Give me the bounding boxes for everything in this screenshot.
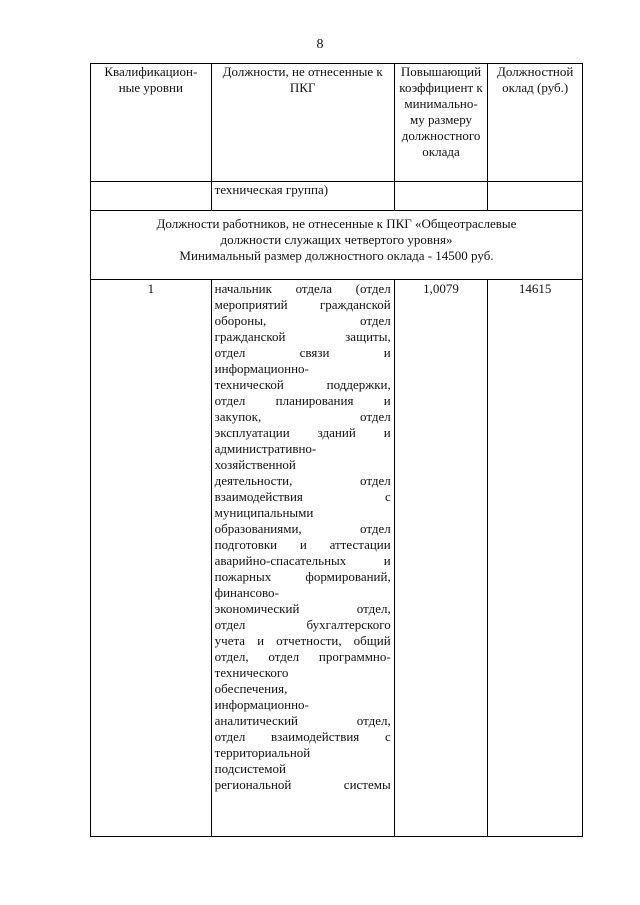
header-qualification-levels: Квалификацион-ные уровни <box>91 64 212 182</box>
position-line: учета и отчетности, общий <box>214 633 391 648</box>
section-line-3: Минимальный размер должностного оклада - 14500 руб. <box>179 248 494 263</box>
position-line: финансово- <box>214 585 279 600</box>
salary-table <box>90 63 583 837</box>
position-line: закупок, отдел <box>214 409 391 424</box>
position-line: территориальной <box>214 745 311 760</box>
position-line: экономический отдел, <box>214 601 391 616</box>
position-line: информационно- <box>214 361 309 376</box>
position-line: отдел взаимодействия с <box>214 729 391 744</box>
table-row-continuation <box>91 182 583 211</box>
position-line: муниципальными <box>214 505 314 520</box>
position-line: региональной системы <box>214 777 391 792</box>
salary-value: 14615 <box>488 280 583 837</box>
position-line: эксплуатации зданий и <box>214 425 391 440</box>
section-header <box>91 211 583 280</box>
position-line: мероприятий гражданской <box>214 297 391 312</box>
position-line: подготовки и аттестации <box>214 537 391 552</box>
cell-empty <box>488 182 583 211</box>
position-line: взаимодействия с <box>214 489 391 504</box>
position-line: подсистемой <box>214 761 286 776</box>
position-line: пожарных формирований, <box>214 569 391 584</box>
positions-list <box>211 280 394 837</box>
position-line: обороны, отдел <box>214 313 391 328</box>
position-line: отдел связи и <box>214 345 391 360</box>
cell-empty <box>394 182 488 211</box>
position-line: образованиями, отдел <box>214 521 391 536</box>
section-line-1: Должности работников, не отнесенные к ПКГ «Общеотраслевые <box>156 216 517 231</box>
position-line: хозяйственной <box>214 457 296 472</box>
continuation-text: техническая группа) <box>211 182 394 211</box>
position-line: гражданской защиты, <box>214 329 391 344</box>
position-line: технического <box>214 665 289 680</box>
header-positions: Должности, не отнесенные к ПКГ <box>211 64 394 182</box>
cell-empty <box>91 182 212 211</box>
position-line: технической поддержки, <box>214 377 391 392</box>
position-line: начальник отдела (отдел <box>214 281 391 296</box>
coefficient-value: 1,0079 <box>394 280 488 837</box>
position-line: аналитический отдел, <box>214 713 391 728</box>
section-line-2: должности служащих четвертого уровня» <box>220 232 453 247</box>
position-line: информационно- <box>214 697 309 712</box>
position-line: отдел бухгалтерского <box>214 617 391 632</box>
table-header-row <box>91 64 583 182</box>
table-row <box>91 280 583 837</box>
section-header-row <box>91 211 583 280</box>
position-line: отдел планирования и <box>214 393 391 408</box>
position-line: обеспечения, <box>214 681 288 696</box>
header-salary: Должностной оклад (руб.) <box>488 64 583 182</box>
position-line: деятельности, отдел <box>214 473 391 488</box>
position-line: аварийно-спасательных и <box>214 553 391 568</box>
position-line: административно- <box>214 441 317 456</box>
qualification-level: 1 <box>91 280 212 837</box>
header-coefficient: Повышающий коэффициент к минимально-му размеру должностного оклада <box>394 64 488 182</box>
position-line: отдел, отдел программно- <box>214 649 391 664</box>
page-number: 8 <box>316 37 324 52</box>
